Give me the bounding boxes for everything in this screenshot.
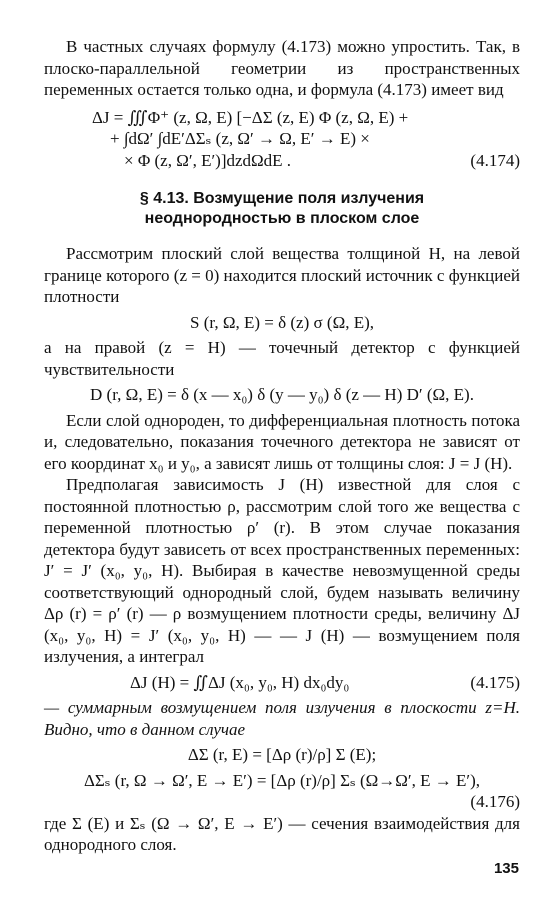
perturbation-paragraph: Предполагая зависимость J (H) известной для слоя с постоянной плотностью ρ, рассмотрим слой того же вещества с переменной плотностью ρ′ (r). В этом случае показания детектора будут зависеть от всех пространственных переменных: J′ = J′ (x₀, y₀, H). Выбирая в качестве невозмущенной среды соответствующий однородный слой, будем называть величину Δρ (r) = ρ′ (r) — ρ возмущением плотности среды, величину ΔJ (x₀, y₀, H) = J′ (x₀, y₀, H) — — J (H) — возмущением поля излучения, а интеграл xyxy=(44,475,520,666)
page-body xyxy=(44,36,520,856)
equation-4-175-body: ΔJ (H) = ∬ΔJ (x₀, y₀, H) dx₀dy₀ xyxy=(130,672,350,692)
equation-4-176-line-2: ΔΣₛ (r, Ω → Ω′, E → E′) = [Δρ (r)/ρ] Σₛ (Ω→Ω′, E → E′), xyxy=(83,770,480,790)
detector-equation: D (r, Ω, E) = δ (x — x₀) δ (y — y₀) δ (z — H) D′ (Ω, E). xyxy=(90,385,474,404)
equation-4-174 xyxy=(44,107,520,172)
equation-4-176-number: (4.176) xyxy=(470,792,520,811)
page-number: 135 xyxy=(493,860,519,877)
equation-4-174-line-1: ΔJ = ∭Φ⁺ (z, Ω, E) [−ΔΣ (z, E) Φ (z, Ω, E) + xyxy=(92,107,409,127)
intro-paragraph: В частных случаях формулу (4.173) можно упростить. Так, в плоско-параллельной геометрии из пространственных переменных остается только одна, и формула (4.173) имеет вид xyxy=(44,37,520,99)
equation-4-175 xyxy=(44,672,520,694)
detector-paragraph: а на правой (z = H) — точечный детектор с функцией чувствительности xyxy=(44,338,520,379)
equation-4-175-number: (4.175) xyxy=(470,672,520,692)
homogeneous-paragraph: Если слой однороден, то дифференциальная плотность потока и, следовательно, показания точечного детектора не зависят от его координат x₀ и y₀, а зависят лишь от толщины слоя: J = J (H). xyxy=(44,410,520,473)
source-equation: S (r, Ω, E) = δ (z) σ (Ω, E), xyxy=(190,312,374,332)
equation-4-176-line-1: ΔΣ (r, E) = [Δρ (r)/ρ] Σ (E); xyxy=(187,745,377,764)
equation-4-174-number: (4.174) xyxy=(470,150,520,170)
section-heading: § 4.13. Возмущение поля излучения неоднородностью в плоском слое xyxy=(139,190,425,227)
total-perturbation-paragraph: — суммарным возмущением поля излучения в плоскости z=H. Видно, что в данном случае xyxy=(44,698,520,739)
equation-4-174-line-2: + ∫dΩ′ ∫dE′ΔΣₛ (z, Ω′ → Ω, E′ → E) × xyxy=(110,129,370,148)
equation-4-174-line-3: × Φ (z, Ω′, E′)]dzdΩdE . xyxy=(124,150,292,170)
slab-paragraph: Рассмотрим плоский слой вещества толщиной H, на левой границе которого (z = 0) находится плоский источник с функцией плотности xyxy=(44,244,520,306)
cross-section-paragraph: где Σ (E) и Σₛ (Ω → Ω′, E → E′) — сечения взаимодействия для однородного слоя. xyxy=(44,813,520,854)
